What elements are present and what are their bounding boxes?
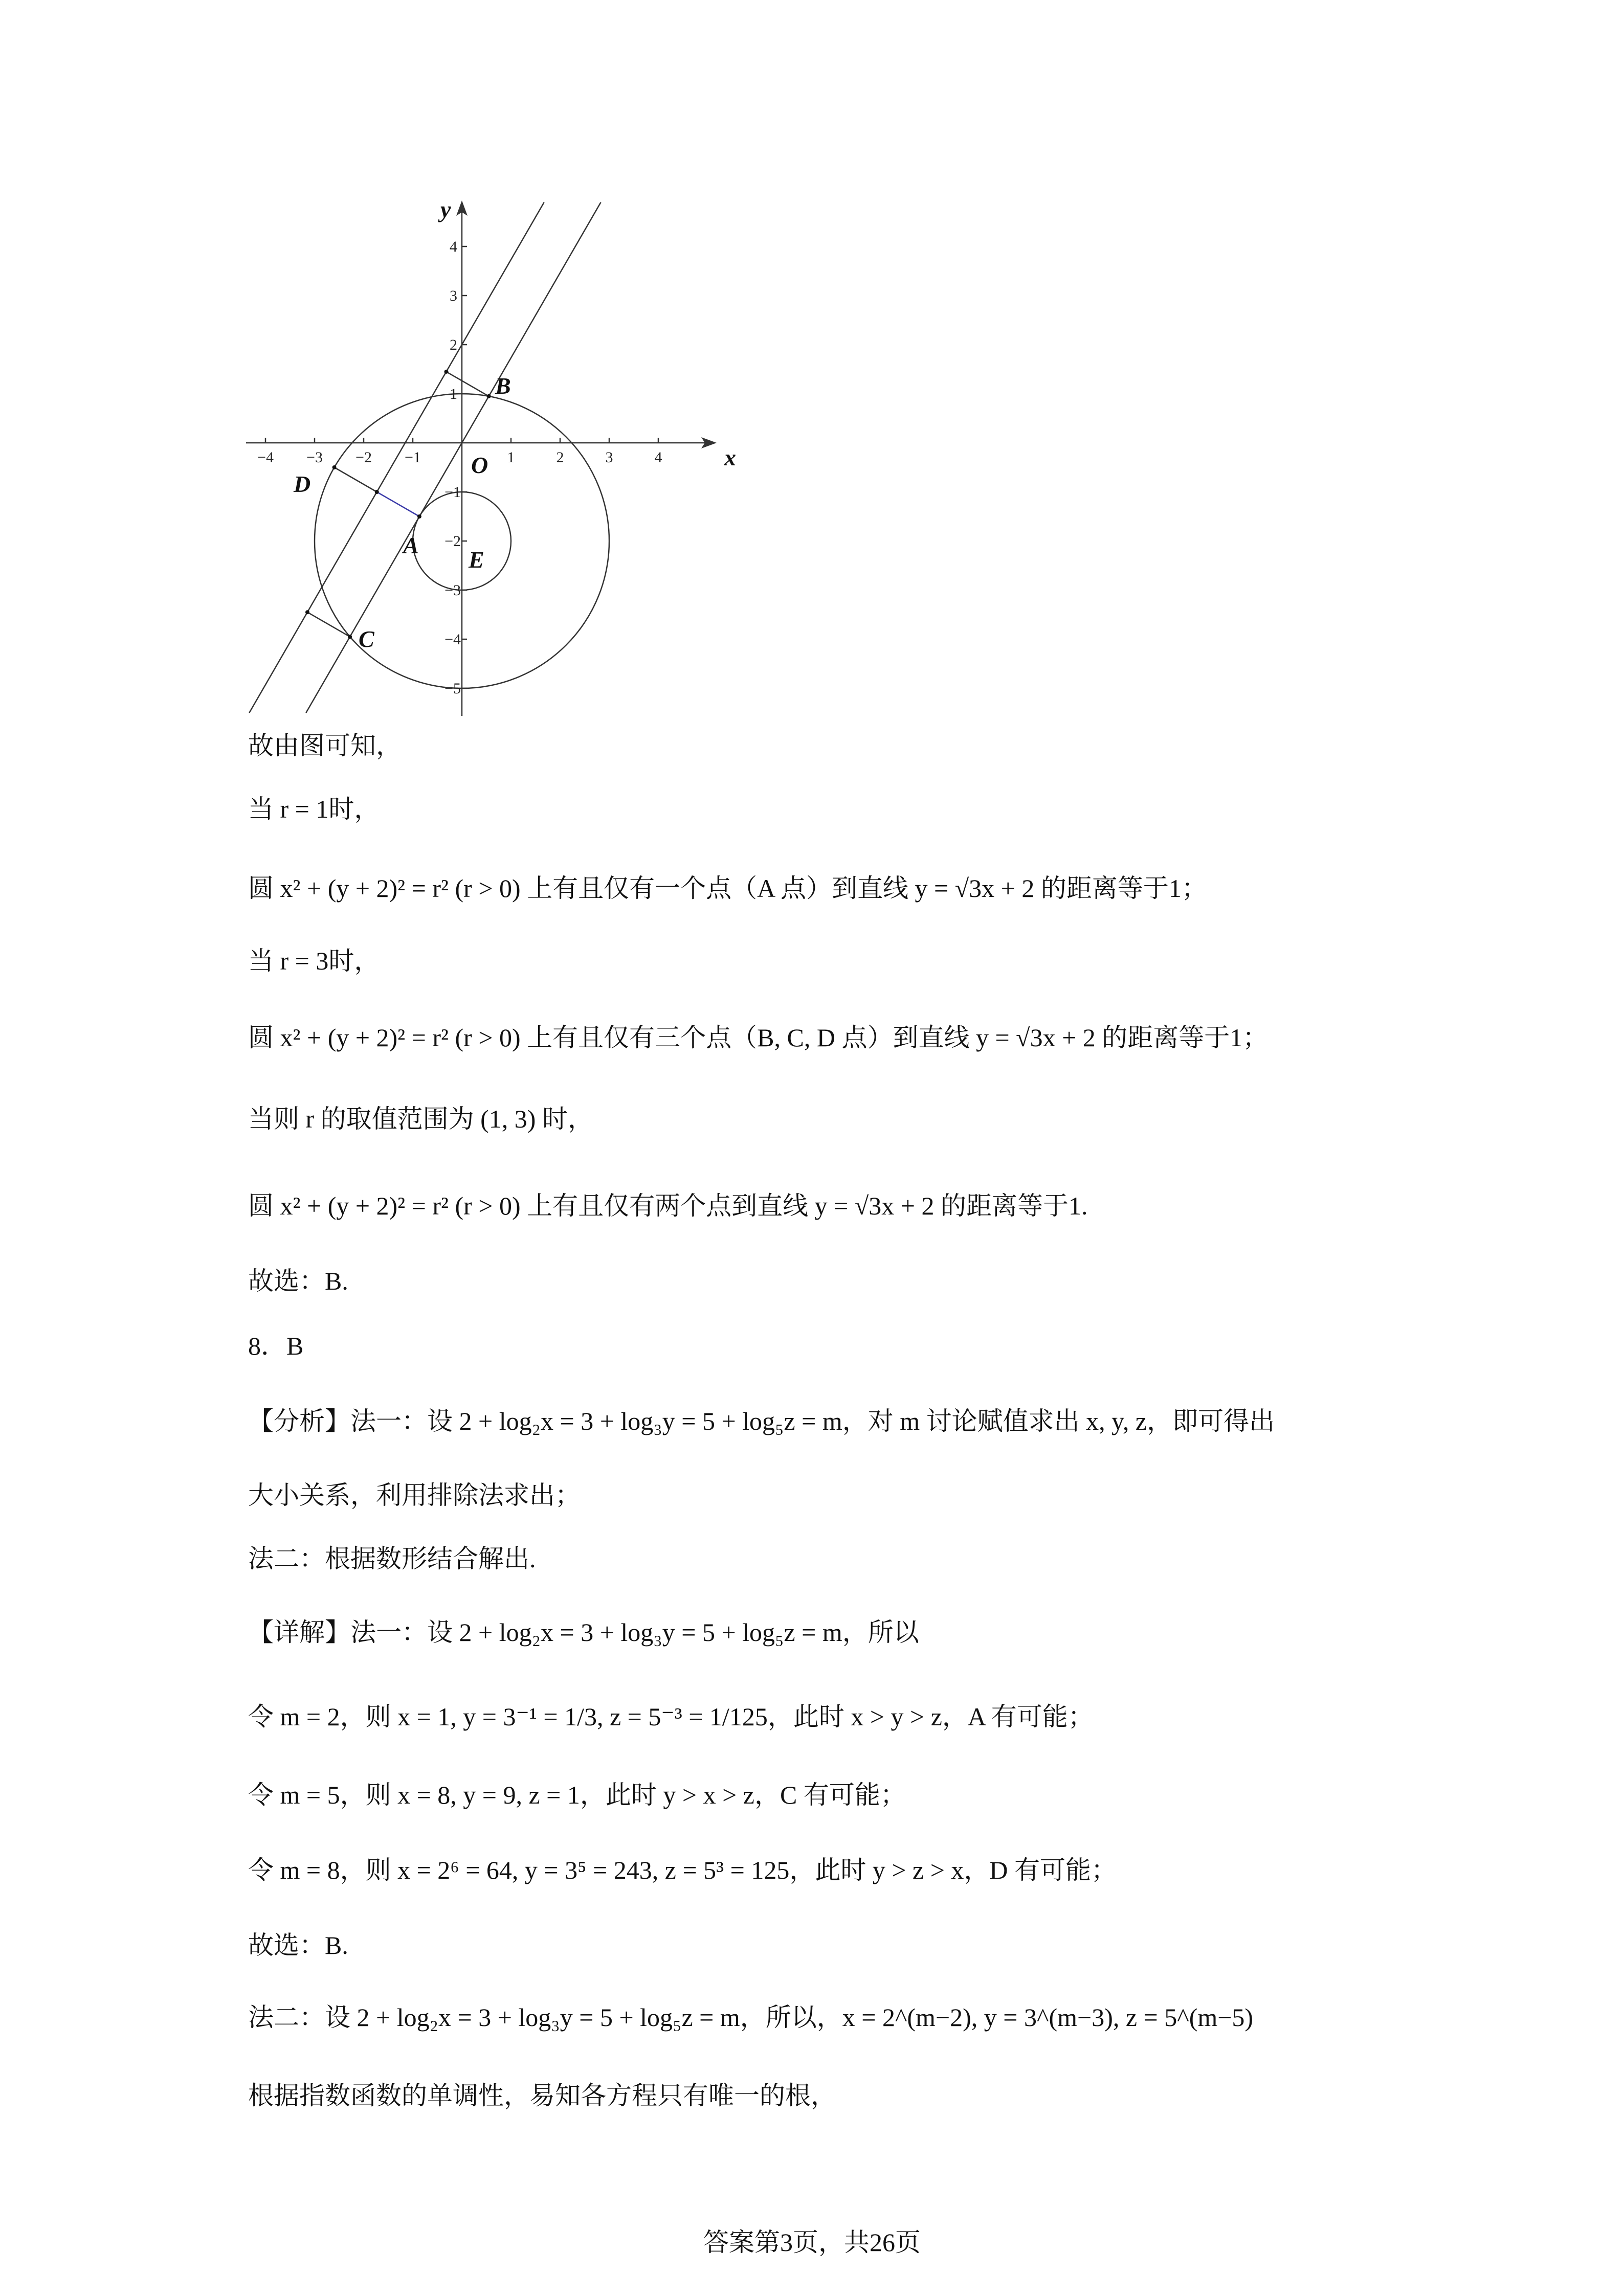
text-line: 当则 r 的取值范围为 (1, 3) 时， <box>248 1105 593 1133</box>
segment-d <box>335 467 377 492</box>
page-footer: 答案第3页，共26页 <box>703 2228 921 2257</box>
y-tick-label: 1 <box>450 386 457 402</box>
analysis-line: 【分析】法一：设 2 + log₂x = 3 + log₃y = 5 + log₅z = m，对 m 讨论赋值求出 x, y, z，即可得出 <box>248 1407 1275 1435</box>
x-tick-label: −2 <box>355 449 372 466</box>
x-tick-label: 1 <box>507 449 515 466</box>
y-tick-label: −2 <box>444 533 461 550</box>
x-tick-label: 2 <box>556 449 564 466</box>
point-label-d: D <box>294 471 311 497</box>
x-axis-label: x <box>724 444 736 470</box>
text-line: 圆 x² + (y + 2)² = r² (r > 0) 上有且仅有一个点（A 点）到直线 y = √3x + 2 的距离等于1； <box>248 874 1207 903</box>
x-tick-label: −3 <box>306 449 323 466</box>
text-line: 法二：设 2 + log₂x = 3 + log₃y = 5 + log₅z = m，所以，x = 2^(m−2), y = 3^(m−3), z = 5^(m−5) <box>248 2003 1254 2032</box>
coordinate-figure <box>243 189 755 721</box>
text-line: 当 r = 3时， <box>248 947 380 975</box>
y-tick-label: 4 <box>450 238 457 255</box>
x-tick-label: −4 <box>257 449 274 466</box>
y-tick-label: −1 <box>444 484 461 501</box>
y-tick-label: −4 <box>444 631 461 648</box>
text-line: 圆 x² + (y + 2)² = r² (r > 0) 上有且仅有三个点（B, C, D 点）到直线 y = √3x + 2 的距离等于1； <box>248 1023 1269 1052</box>
x-tick-label: −1 <box>405 449 421 466</box>
text-line: 根据指数函数的单调性，易知各方程只有唯一的根， <box>248 2081 836 2110</box>
text-line: 令 m = 5，则 x = 8, y = 9, z = 1，此时 y > x > z，C 有可能； <box>248 1781 906 1809</box>
text-line: 故选：B. <box>248 1931 348 1960</box>
text-line: 圆 x² + (y + 2)² = r² (r > 0) 上有且仅有两个点到直线 y = √3x + 2 的距离等于1. <box>248 1191 1088 1220</box>
x-tick-label: 4 <box>654 449 662 466</box>
y-tick-label: 3 <box>450 287 457 304</box>
text-line: 当 r = 1时， <box>248 795 380 823</box>
text-line: 故由图可知， <box>248 731 402 760</box>
origin-label: O <box>471 452 488 478</box>
text-line: 法二：根据数形结合解出. <box>248 1544 536 1573</box>
segment-c <box>307 612 350 637</box>
text-line: 故选：B. <box>248 1267 348 1295</box>
detail-line: 【详解】法一：设 2 + log₂x = 3 + log₃y = 5 + log₅z = m，所以 <box>248 1618 919 1647</box>
y-tick-label: −5 <box>444 680 461 697</box>
x-tick-label: 3 <box>605 449 613 466</box>
question-number: 8．B <box>248 1332 304 1360</box>
y-tick-label: −3 <box>444 582 461 599</box>
y-axis-label: y <box>440 196 451 222</box>
point-label-b: B <box>495 373 511 399</box>
text-line: 令 m = 8，则 x = 2⁶ = 64, y = 3⁵ = 243, z = 5³ = 125，此时 y > z > x，D 有可能； <box>248 1856 1117 1884</box>
line-y-sqrt3x-plus-2 <box>249 202 544 713</box>
text-line: 大小关系，利用排除法求出； <box>248 1481 581 1510</box>
point-label-a: A <box>403 532 419 558</box>
point-label-c: C <box>359 626 374 652</box>
y-tick-label: 2 <box>450 336 457 353</box>
text-line: 令 m = 2，则 x = 1, y = 3⁻¹ = 1/3, z = 5⁻³ = 1/125，此时 x > y > z，A 有可能； <box>248 1702 1094 1731</box>
point-label-e: E <box>469 547 484 573</box>
segment-a-highlight <box>377 492 419 516</box>
